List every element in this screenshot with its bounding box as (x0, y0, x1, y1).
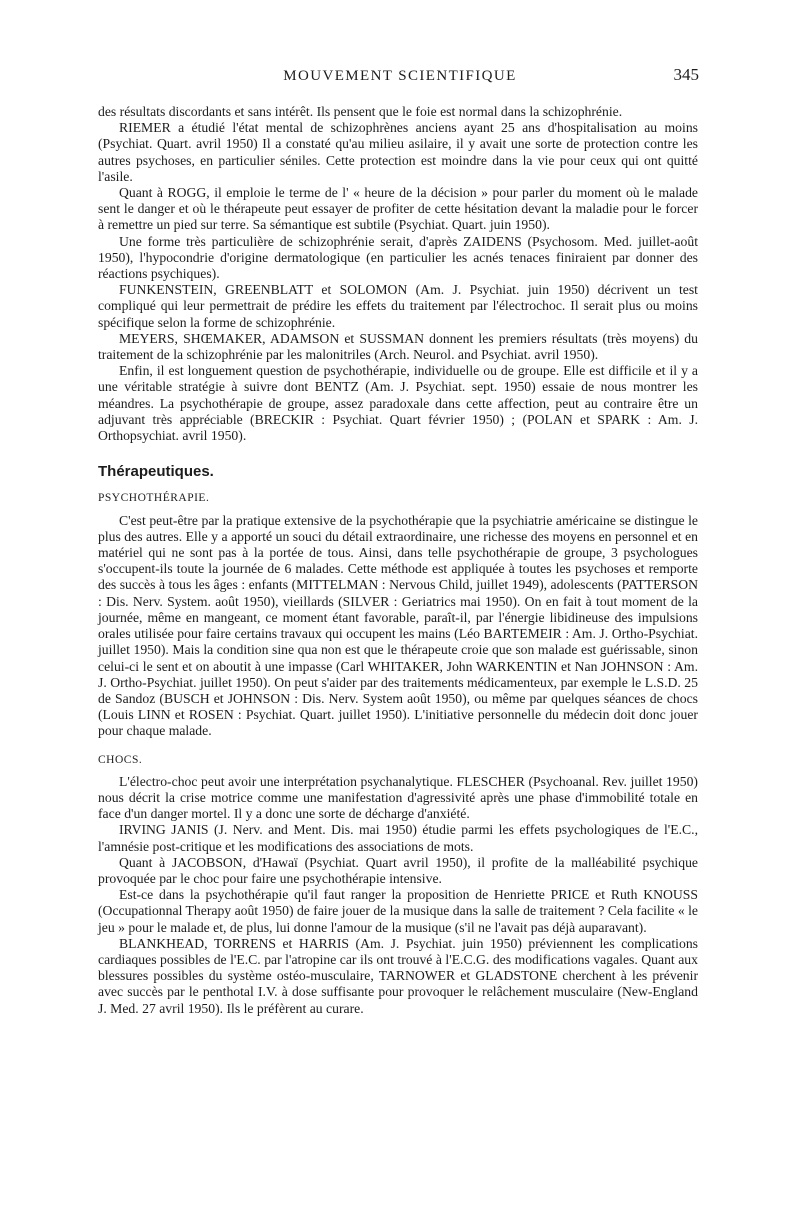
paragraph-blankhead: BLANKHEAD, TORRENS et HARRIS (Am. J. Psychiat. juin 1950) préviennent les complications cardiaques possibles de l'E.C. par l'atropine car ils ont trouvé à l'E.C.G. des modifications vagales. Quant aux blessures possibles du système ostéo-musculaire, TARNOWER et GLADSTONE cherchent à les prévenir avec succès par le penthotal I.V. à dose suffisante pour provoquer le relâchement musculaire (New-England J. Med. 27 avril 1950). Ils le préfèrent au curare. (98, 935, 698, 1016)
article-body (98, 104, 698, 1017)
paragraph-price-knouss: Est-ce dans la psychothérapie qu'il faut ranger la proposition de Henriette PRICE et Ruth KNOUSS (Occupationnal Therapy août 1950) de faire jouer de la musique dans la salle de traitement ? Cela facilite « le jeu » pour le malade et, de plus, lui donne l'amour de la musique (s'il ne l'avait pas déjà auparavant). (98, 887, 698, 935)
paragraph-zaidens: Une forme très particulière de schizophrénie serait, d'après ZAIDENS (Psychosom. Med. juillet-août 1950), l'hypocondrie d'origine dermatologique (en particulier les acnés tenaces finiraient par donner des réactions psychiques). (98, 233, 698, 282)
section-heading-therapeutiques: Thérapeutiques. (98, 463, 214, 481)
paragraph-psychotherapie: C'est peut-être par la pratique extensive de la psychothérapie que la psychiatrie américaine se distingue le plus des autres. Elle y a apporté un souci du détail extraordinaire, une richesse des moyens en personnel et en matériel qui ne sont pas à la portée de tous. Ainsi, dans telle psychothérapie de groupe, 3 psychologues s'occupent-ils toute la journée de 6 malades. Cette méthode est appliquée à toutes les psychoses et remporte des succès à tous les âges : enfants (MITTELMAN : Nervous Child, juillet 1949), adolescents (PATTERSON : Dis. Nerv. System. août 1950), vieillards (SILVER : Geriatrics mai 1950). On en fait à tout moment de la journée, même en mangeant, ce moment étant favorable, paraît-il, par l'énergie libidineuse des impulsions orales utilisée pour faire certains travaux qui occupent les mains (Léo BARTEMEIR : Am. J. Ortho-Psychiat. juillet 1950). Mais la condition sine qua non est que le thérapeute croie que son malade est guérissable, sinon celui-ci le sent et on aboutit à une impasse (Carl WHITAKER, John WARKENTIN et Nan JOHNSON : Am. J. Ortho-Psychiat. juillet 1950). On peut s'aider par des traitements médicamenteux, par exemple le L.S.D. 25 de Sandoz (BUSCH et JOHNSON : Dis. Nerv. System août 1950), ou même par quelques séances de chocs (Louis LINN et ROSEN : Psychiat. Quart. juillet 1950). L'initiative personnelle du médecin doit donc jouer pour chaque malade. (98, 512, 698, 739)
paragraph-riemer: RIEMER a étudié l'état mental de schizophrènes anciens ayant 25 ans d'hospitalisation au moins (Psychiat. Quart. avril 1950) Il a constaté qu'au milieu asilaire, il y avait une sorte de protection contre les autres psychoses, en particulier séniles. Cette protection est moindre dans la vie pour ceux qui ont quitté l'asile. (98, 120, 698, 184)
subsection-heading-psychotherapie: PSYCHOTHÉRAPIE. (98, 492, 210, 505)
page-number: 345 (673, 65, 699, 84)
paragraph-psychotherapie-groupe: Enfin, il est longuement question de psychothérapie, individuelle ou de groupe. Elle est difficile et il y a une véritable stratégie à suivre dont BENTZ (Am. J. Psychiat. sept. 1950) essaie de nous montrer les méandres. La psychothérapie de groupe, assez paradoxale dans cette affection, peut au contraire être un adjuvant très appréciable (BRECKIR : Psychiat. Quart février 1950) ; (POLAN et SPARK : Am. J. Orthopsychiat. avril 1950). (98, 363, 698, 444)
paragraph-jacobson: Quant à JACOBSON, d'Hawaï (Psychiat. Quart avril 1950), il profite de la malléabilité psychique provoquée par le choc pour faire une psychothérapie intensive. (98, 854, 698, 886)
running-head (0, 65, 800, 92)
paragraph-rogg: Quant à ROGG, il emploie le terme de l' « heure de la décision » pour parler du moment où le malade sent le danger et où le thérapeute peut essayer de profiter de cette hésitation devant la maladie pour le forcer à remettre un pied sur terre. Sa sémantique est subtile (Psychiat. Quart. juin 1950). (98, 185, 698, 233)
paragraph-funkenstein: FUNKENSTEIN, GREENBLATT et SOLOMON (Am. J. Psychiat. juin 1950) décrivent un test compliqué qui leur permettrait de prédire les effets du traitement par l'électrochoc. Il serait plus ou moins spécifique selon la forme de schizophrénie. (98, 282, 698, 330)
subsection-heading-chocs: CHOCS. (98, 753, 143, 766)
running-title: MOUVEMENT SCIENTIFIQUE (283, 68, 517, 84)
paragraph-flescher: L'électro-choc peut avoir une interprétation psychanalytique. FLESCHER (Psychoanal. Rev. juillet 1950) nous décrit la crise motrice comme une manifestation d'agressivité après une phase d'immobilité totale en face d'un danger mortel. Il y a donc une sorte de décharge d'anxiété. (98, 773, 698, 822)
paragraph-meyers: MEYERS, SHŒMAKER, ADAMSON et SUSSMAN donnent les premiers résultats (très moyens) du traitement de la schizophrénie par les malonitriles (Arch. Neurol. and Psychiat. avril 1950). (98, 330, 698, 363)
paragraph-continued: des résultats discordants et sans intérêt. Ils pensent que le foie est normal dans la schizophrénie. (98, 104, 623, 119)
paragraph-janis: IRVING JANIS (J. Nerv. and Ment. Dis. mai 1950) étudie parmi les effets psychologiques de l'E.C., l'amnésie post-critique et les modifications des associations de mots. (98, 822, 698, 854)
